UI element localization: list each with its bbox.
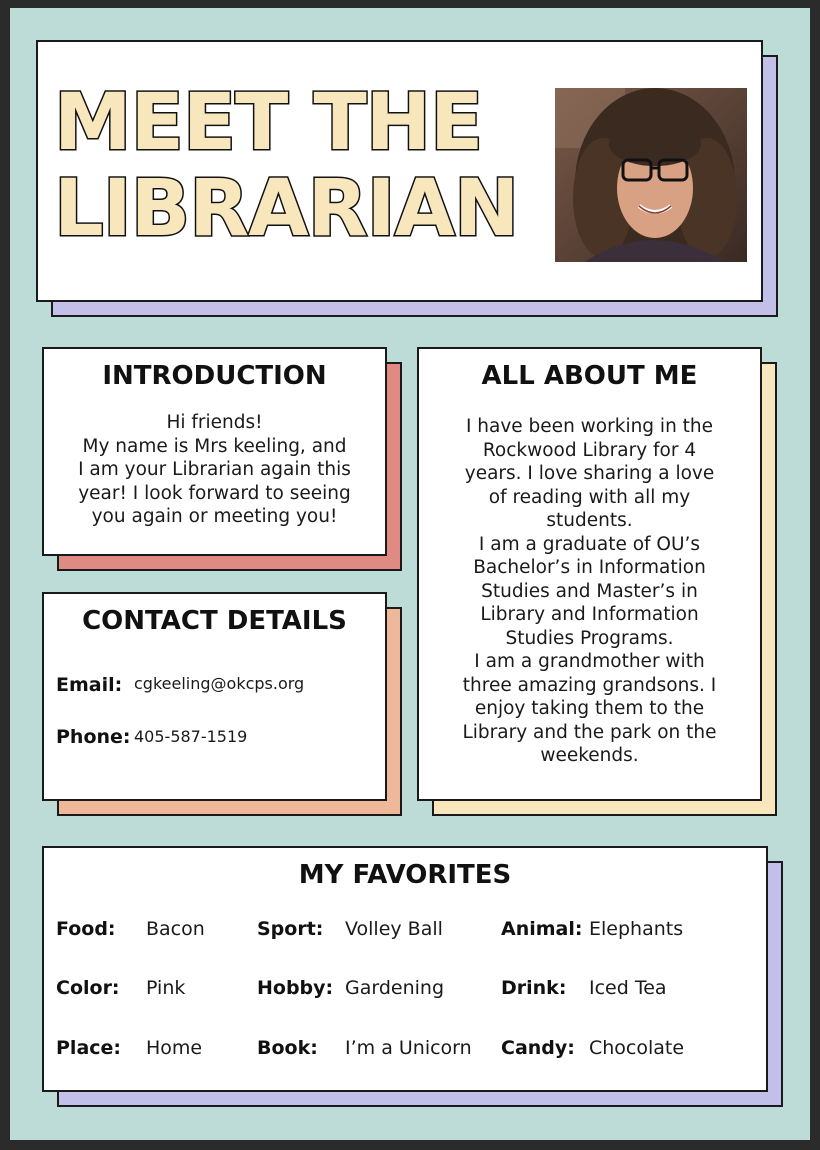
fav-value-book: I’m a Unicorn — [345, 1037, 472, 1059]
about-line: of reading with all my — [488, 486, 691, 508]
intro-line: Hi friends! — [166, 412, 263, 433]
fav-value-drink: Iced Tea — [589, 977, 667, 999]
fav-value-sport: Volley Ball — [345, 918, 443, 940]
fav-value-animal: Elephants — [589, 918, 684, 940]
intro-line: year! I look forward to seeing — [78, 482, 351, 504]
fav-label-animal: Animal: — [501, 918, 583, 940]
fav-value-food: Bacon — [146, 918, 205, 940]
about-line: three amazing grandsons. I — [462, 674, 717, 696]
fav-value-color: Pink — [146, 977, 186, 999]
title-line-1: MEET THE — [54, 78, 483, 168]
poster — [10, 8, 810, 1140]
about-line: students. — [546, 510, 633, 531]
portrait-icon — [555, 88, 747, 262]
favorites-title: MY FAVORITES — [298, 860, 512, 890]
about-line: I am a grandmother with — [474, 651, 705, 672]
fav-label-place: Place: — [56, 1037, 122, 1059]
about-line: Studies Programs. — [505, 627, 674, 649]
librarian-photo — [555, 88, 747, 262]
about-line: years. I love sharing a love — [464, 463, 715, 484]
about-line: weekends. — [540, 745, 639, 766]
about-line: I am a graduate of OU’s — [478, 533, 701, 555]
header-card — [36, 40, 763, 302]
fav-value-hobby: Gardening — [345, 977, 445, 999]
intro-line: I am your Librarian again this — [78, 459, 351, 480]
about-line: Studies and Master’s in — [481, 580, 698, 602]
fav-label-color: Color: — [56, 977, 120, 999]
about-line: Rockwood Library for 4 — [482, 439, 697, 461]
email-value[interactable]: cgkeeling@okcps.org — [134, 674, 305, 693]
page-title — [54, 80, 534, 252]
fav-label-drink: Drink: — [501, 977, 567, 999]
fav-value-candy: Chocolate — [589, 1037, 685, 1059]
intro-line: My name is Mrs keeling, and — [82, 435, 347, 457]
about-line: enjoy taking them to the — [474, 698, 705, 719]
introduction-title: INTRODUCTION — [102, 361, 327, 391]
about-line: I have been working in the — [465, 416, 714, 437]
about-line: Library and the park on the — [462, 721, 717, 743]
contact-card — [42, 592, 387, 801]
fav-value-place: Home — [146, 1037, 203, 1059]
favorites-card — [42, 846, 768, 1092]
about-line: Library and Information — [480, 604, 699, 625]
intro-line: you again or meeting you! — [91, 506, 338, 527]
about-card — [417, 347, 762, 801]
fav-label-candy: Candy: — [501, 1037, 575, 1059]
introduction-card — [42, 347, 387, 556]
about-text — [419, 415, 760, 768]
contact-title: CONTACT DETAILS — [82, 606, 347, 636]
fav-label-sport: Sport: — [257, 918, 324, 940]
fav-label-hobby: Hobby: — [257, 977, 334, 999]
about-line: Bachelor’s in Information — [473, 557, 706, 578]
phone-value[interactable]: 405-587-1519 — [134, 727, 248, 746]
title-line-2: LIBRARIAN — [54, 164, 519, 254]
fav-label-food: Food: — [56, 918, 116, 940]
email-label: Email: — [56, 674, 123, 696]
about-title: ALL ABOUT ME — [481, 361, 698, 391]
phone-label: Phone: — [56, 726, 131, 748]
introduction-text — [44, 411, 385, 529]
fav-label-book: Book: — [257, 1037, 318, 1059]
